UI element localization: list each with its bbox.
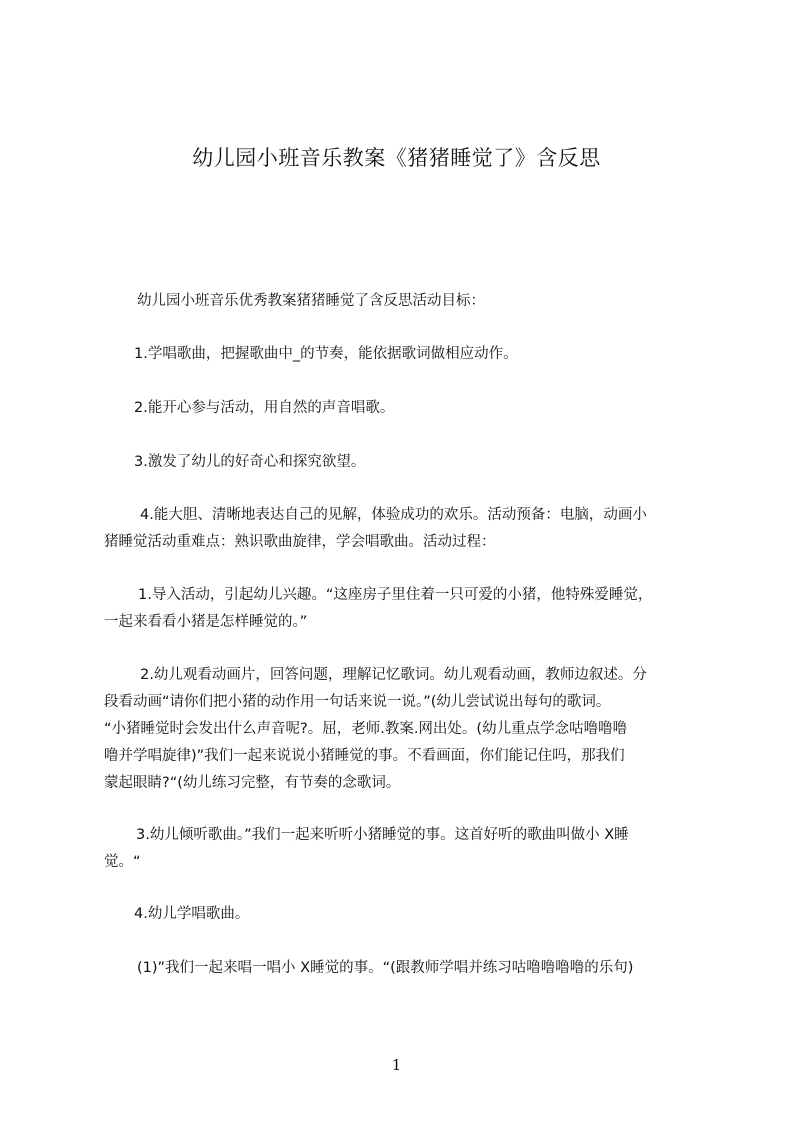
paragraph-2 — [134, 341, 730, 368]
paragraph-line: 段看动画“请你们把小猪的动作用一句话来说一说。”(幼儿尝试说出每句的歌词。 — [104, 694, 611, 710]
paragraph-5 — [104, 502, 700, 556]
paragraph-3 — [134, 395, 730, 422]
paragraph-6 — [104, 582, 700, 636]
paragraph-line: “小猪睡觉时会发出什么声音呢?。屈，老师.教案.网出处。(幼儿重点学念咕噜噜噜 — [104, 721, 628, 737]
paragraph-1 — [137, 288, 733, 315]
paragraph-7 — [104, 662, 700, 797]
paragraph-line: 2.幼儿观看动画片，回答问题，理解记忆歌词。幼儿观看动画，教师边叙述。分 — [140, 667, 647, 683]
paragraph-line: 1.学唱歌曲，把握歌曲中_的节奏，能依据歌词做相应动作。 — [134, 346, 518, 362]
paragraph-line: 噜并学唱旋律)”我们一起来说说小猪睡觉的事。不看画面，你们能记住吗，那我们 — [104, 748, 625, 764]
paragraph-line: 觉。“ — [104, 854, 141, 870]
paragraph-8 — [104, 822, 700, 876]
paragraph-line: 3.幼儿倾听歌曲。”我们一起来听听小猪睡觉的事。这首好听的歌曲叫做小 X睡 — [136, 827, 629, 843]
paragraph-line: 4.能大胆、清晰地表达自己的见解，体验成功的欢乐。活动预备：电脑，动画小 — [140, 507, 647, 523]
paragraph-10 — [137, 955, 733, 982]
paragraph-4 — [134, 449, 730, 476]
paragraph-line: 一起来看看小猪是怎样睡觉的。” — [104, 614, 308, 630]
paragraph-line: (1)”我们一起来唱一唱小 X睡觉的事。“(跟教师学唱并练习咕噜噜噜噜的乐句) — [137, 960, 634, 976]
paragraph-line: 3.激发了幼儿的好奇心和探究欲望。 — [134, 454, 366, 470]
paragraph-line: 4.幼儿学唱歌曲。 — [134, 906, 250, 922]
paragraph-line: 幼儿园小班音乐优秀教案猪猪睡觉了含反思活动目标： — [137, 293, 485, 309]
paragraph-line: 2.能开心参与活动，用自然的声音唱歌。 — [134, 400, 395, 416]
page-number: 1 — [391, 1056, 402, 1074]
paragraph-9 — [134, 901, 730, 928]
paragraph-line: 蒙起眼睛?“(幼儿练习完整，有节奏的念歌词。 — [104, 775, 401, 791]
paragraph-line: 1.导入活动，引起幼儿兴趣。“这座房子里住着一只可爱的小猪，他特殊爱睡觉， — [138, 587, 653, 603]
document-title: 幼儿园小班音乐教案《猪猪睡觉了》含反思 — [192, 146, 601, 170]
paragraph-line: 猪睡觉活动重难点：熟识歌曲旋律，学会唱歌曲。活动过程： — [104, 534, 496, 550]
